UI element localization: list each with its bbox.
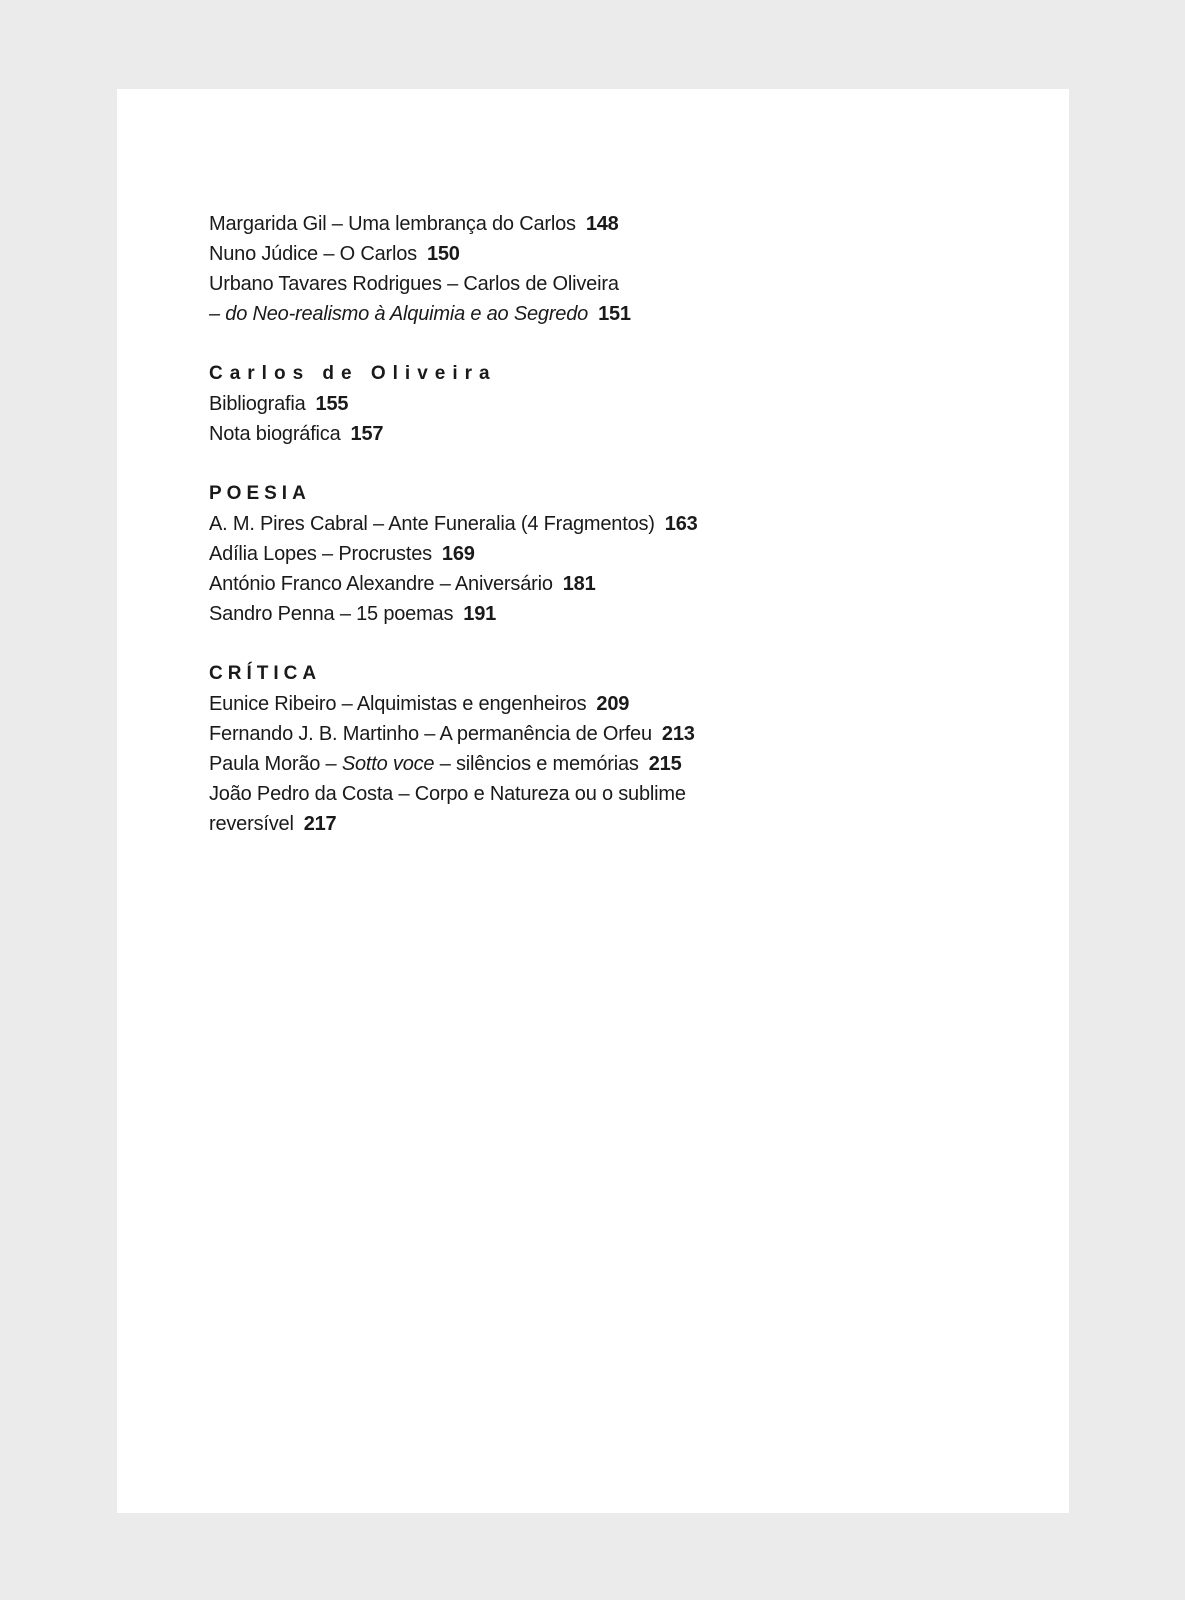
entry-separator: –	[418, 723, 440, 745]
entry-author: A. M. Pires Cabral	[209, 513, 368, 535]
toc-entry[interactable]	[209, 599, 909, 629]
entry-page-number: 163	[664, 513, 698, 535]
entry-page-number: 213	[661, 723, 695, 745]
entry-title: Ante Funeralia (4 Fragmentos)	[388, 513, 655, 535]
entry-author: Sandro Penna	[209, 603, 335, 625]
entry-page-number: 215	[648, 753, 682, 775]
entry-author: Paula Morão	[209, 753, 321, 775]
toc-group-contributions	[209, 209, 909, 329]
entry-author: Adília Lopes	[209, 543, 317, 565]
entry-page-number: 157	[350, 423, 384, 445]
entry-page-number: 209	[596, 693, 630, 715]
document-page	[117, 89, 1069, 1513]
entry-page-number: 169	[441, 543, 475, 565]
toc-entry[interactable]	[209, 719, 909, 749]
entry-separator: –	[326, 213, 349, 235]
entry-separator: –	[317, 243, 340, 265]
toc-entry[interactable]	[209, 419, 909, 449]
toc-entry[interactable]	[209, 689, 909, 719]
entry-author: Eunice Ribeiro	[209, 693, 337, 715]
entry-title-continuation: reversível	[209, 813, 294, 835]
toc-entry[interactable]	[209, 509, 909, 539]
entry-author: João Pedro da Costa	[209, 783, 394, 805]
entry-separator: –	[336, 693, 357, 715]
entry-title: Carlos de Oliveira	[463, 273, 619, 295]
entry-title: Alquimistas e engenheiros	[356, 693, 587, 715]
entry-page-number: 181	[562, 573, 596, 595]
entry-author: Nuno Júdice	[209, 243, 318, 265]
entry-title-italic: Sotto voce	[341, 753, 435, 775]
entry-author: António Franco Alexandre	[209, 573, 435, 595]
section-heading: POESIA	[209, 483, 311, 504]
entry-title: O Carlos	[339, 243, 417, 265]
toc-entry[interactable]	[209, 539, 909, 569]
entry-separator: –	[367, 513, 389, 535]
entry-author: Urbano Tavares Rodrigues	[209, 273, 442, 295]
toc-group-carlos-de-oliveira	[209, 359, 909, 449]
entry-separator: –	[320, 753, 342, 775]
entry-separator: –	[393, 783, 415, 805]
entry-title: A permanência de Orfeu	[439, 723, 652, 745]
toc-entry[interactable]	[209, 779, 909, 839]
table-of-contents	[209, 209, 909, 839]
entry-separator: –	[434, 573, 455, 595]
entry-title: – silêncios e memórias	[434, 753, 639, 775]
entry-author: Fernando J. B. Martinho	[209, 723, 419, 745]
entry-title: Bibliografia	[209, 393, 306, 415]
toc-group-poesia	[209, 479, 909, 629]
entry-separator: –	[441, 273, 464, 295]
entry-title: Procrustes	[338, 543, 432, 565]
section-heading: CRÍTICA	[209, 663, 322, 684]
entry-page-number: 148	[585, 213, 619, 235]
section-heading: Carlos de Oliveira	[209, 363, 497, 384]
entry-page-number: 151	[598, 303, 631, 325]
entry-separator: –	[334, 603, 357, 625]
entry-page-number: 191	[463, 603, 497, 625]
toc-entry[interactable]	[209, 569, 909, 599]
toc-group-critica	[209, 659, 909, 839]
toc-entry[interactable]	[209, 209, 909, 239]
toc-entry[interactable]	[209, 239, 909, 269]
toc-entry[interactable]	[209, 749, 909, 779]
entry-title: 15 poemas	[356, 603, 454, 625]
entry-separator: –	[316, 543, 339, 565]
entry-author: Margarida Gil	[209, 213, 327, 235]
entry-title: Aniversário	[454, 573, 553, 595]
entry-title: Corpo e Natureza ou o sublime	[414, 783, 686, 805]
entry-page-number: 150	[426, 243, 460, 265]
entry-page-number: 217	[303, 813, 337, 835]
toc-entry[interactable]	[209, 269, 909, 329]
toc-entry[interactable]	[209, 389, 909, 419]
entry-title: Nota biográfica	[209, 423, 341, 445]
entry-title-continuation: – do Neo-realismo à Alquimia e ao Segredo	[209, 303, 589, 325]
entry-page-number: 155	[315, 393, 349, 415]
entry-title: Uma lembrança do Carlos	[348, 213, 576, 235]
